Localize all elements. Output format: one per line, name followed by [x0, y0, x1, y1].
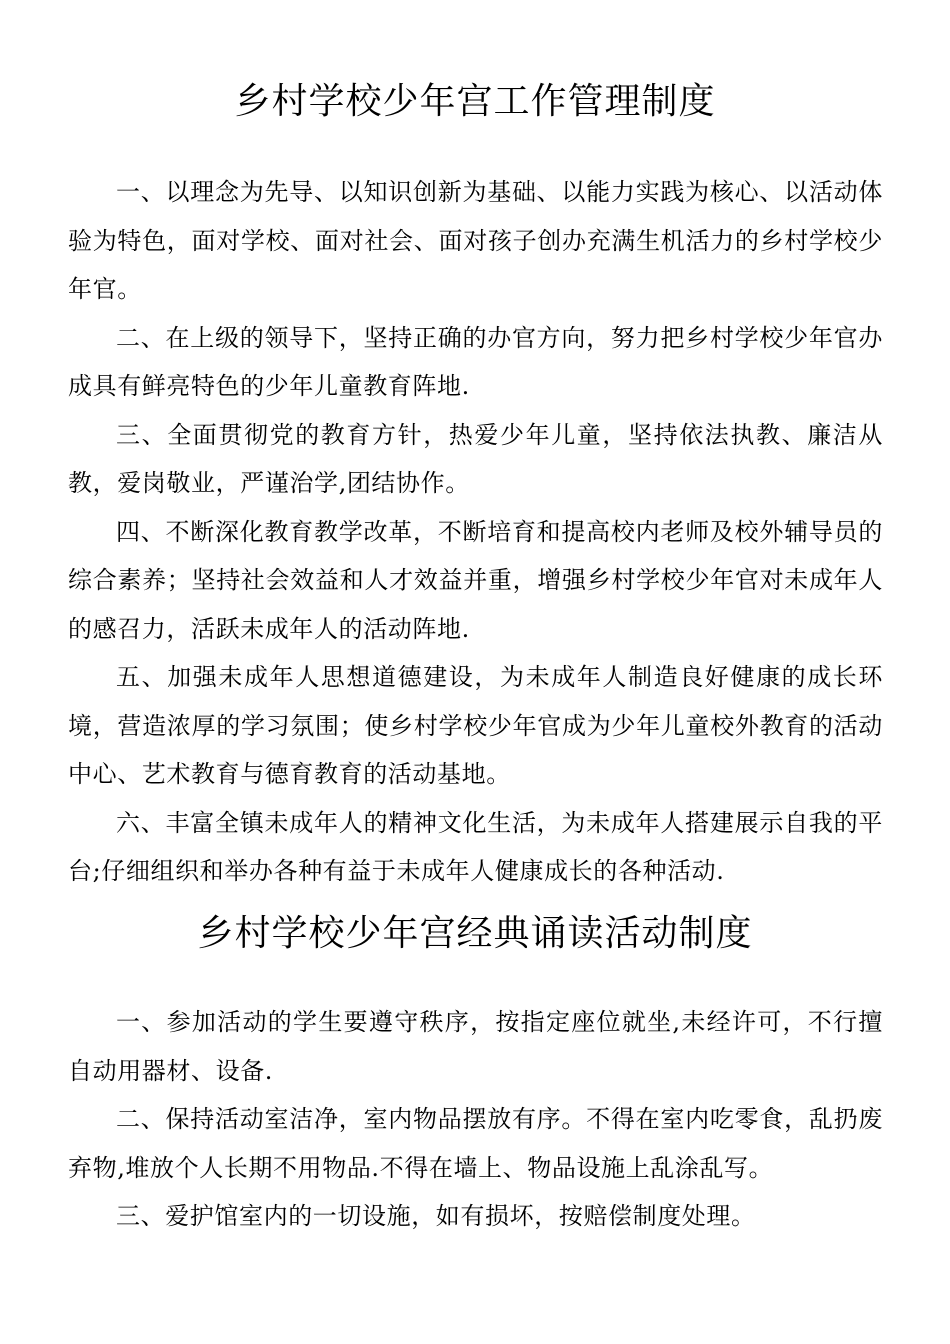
- rule-paragraph: 五、加强未成年人思想道德建设，为未成年人制造良好健康的成长环境，营造浓厚的学习氛围；使乡村学校少年官成为少年儿童校外教育的活动中心、艺术教育与德育教育的活动基地。: [68, 663, 883, 788]
- rule-paragraph: 三、爱护馆室内的一切设施，如有损坏，按赔偿制度处理。: [116, 1202, 756, 1230]
- rule-paragraph: 一、参加活动的学生要遵守秩序，按指定座位就坐,未经许可，不行擅自动用器材、设备.: [68, 1008, 883, 1085]
- rule-paragraph: 二、在上级的领导下，坚持正确的办官方向，努力把乡村学校少年官办成具有鲜亮特色的少年儿童教育阵地.: [68, 323, 883, 400]
- rule-paragraph: 三、全面贯彻党的教育方针，热爱少年儿童，坚持依法执教、廉洁从教，爱岗敬业，严谨治学,团结协作。: [68, 420, 883, 497]
- rule-paragraph: 四、不断深化教育教学改革，不断培育和提高校内老师及校外辅导员的综合素养；坚持社会效益和人才效益并重，增强乡村学校少年官对未成年人的感召力，活跃未成年人的活动阵地.: [68, 517, 883, 643]
- rule-paragraph: 六、丰富全镇未成年人的精神文化生活，为未成年人搭建展示自我的平台;仔细组织和举办各种有益于未成年人健康成长的各种活动.: [68, 808, 883, 885]
- document-title-management-rules: 乡村学校少年宫工作管理制度: [234, 81, 716, 122]
- reading-activity-rules-section: [68, 998, 883, 1241]
- rule-paragraph: 二、保持活动室洁净，室内物品摆放有序。不得在室内吃零食，乱扔废弃物,堆放个人长期不用物品.不得在墙上、物品设施上乱涂乱写。: [68, 1105, 883, 1182]
- rule-paragraph: 一、以理念为先导、以知识创新为基础、以能力实践为核心、以活动体验为特色，面对学校、面对社会、面对孩子创办充满生机活力的乡村学校少年官。: [68, 178, 883, 303]
- management-rules-section: [68, 168, 883, 896]
- document-title-reading-activity-rules: 乡村学校少年宫经典诵读活动制度: [197, 913, 753, 954]
